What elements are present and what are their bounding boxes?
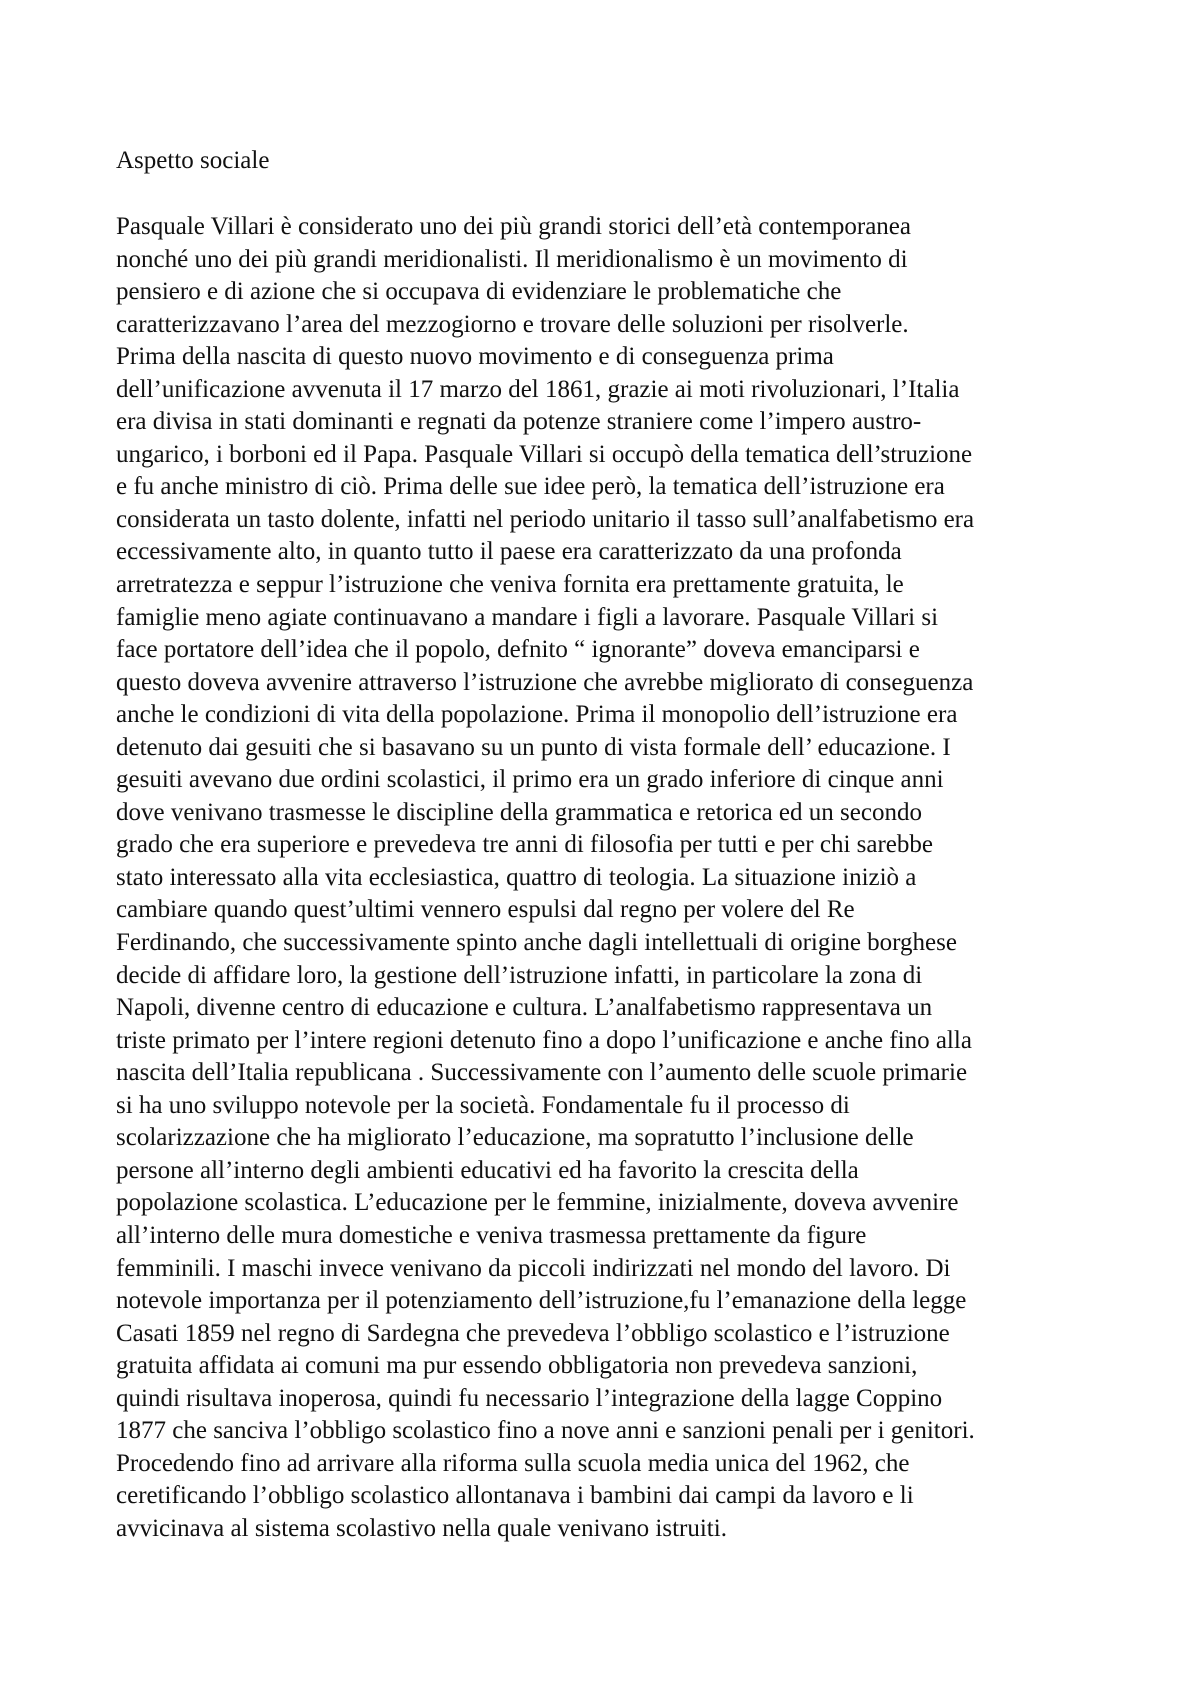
body-text-line: Prima della nascita di questo nuovo movimento e di conseguenza prima: [116, 343, 834, 371]
body-text-line: dell’unificazione avvenuta il 17 marzo del 1861, grazie ai moti rivoluzionari, l’Italia: [116, 375, 960, 403]
body-text-line: notevole importanza per il potenziamento dell’istruzione,fu l’emanazione della legge: [116, 1287, 967, 1315]
body-text-line: ungarico, i borboni ed il Papa. Pasquale Villari si occupò della tematica dell’struzione: [116, 440, 973, 468]
body-text-line: pensiero e di azione che si occupava di evidenziare le problematiche che: [116, 278, 842, 306]
body-text-line: 1877 che sanciva l’obbligo scolastico fino a nove anni e sanzioni penali per i genitori.: [116, 1417, 975, 1445]
body-text-line: popolazione scolastica. L’educazione per le femmine, inizialmente, doveva avvenire: [116, 1189, 959, 1217]
body-text-line: stato interessato alla vita ecclesiastica, quattro di teologia. La situazione iniziò a: [116, 863, 917, 891]
body-text-line: detenuto dai gesuiti che si basavano su un punto di vista formale dell’ educazione. I: [116, 733, 951, 761]
body-text-line: nonché uno dei più grandi meridionalisti. Il meridionalismo è un movimento di: [116, 245, 908, 273]
body-text-line: cambiare quando quest’ultimi vennero espulsi dal regno per volere del Re: [116, 896, 855, 924]
body-text-line: face portatore dell’idea che il popolo, defnito “ ignorante” doveva emanciparsi e: [116, 636, 920, 664]
body-text-line: Procedendo fino ad arrivare alla riforma sulla scuola media unica del 1962, che: [116, 1449, 910, 1477]
body-text-line: femminili. I maschi invece venivano da piccoli indirizzati nel mondo del lavoro. Di: [116, 1254, 951, 1282]
body-text-line: eccessivamente alto, in quanto tutto il paese era caratterizzato da una profonda: [116, 538, 902, 566]
body-text-line: arretratezza e seppur l’istruzione che veniva fornita era prettamente gratuita, le: [116, 571, 904, 599]
body-text-line: all’interno delle mura domestiche e veniva trasmessa prettamente da figure: [116, 1221, 867, 1249]
document-body: [116, 211, 1116, 1545]
body-text-line: Ferdinando, che successivamente spinto anche dagli intellettuali di origine borghese: [116, 929, 957, 957]
body-text-line: famiglie meno agiate continuavano a mandare i figli a lavorare. Pasquale Villari si: [116, 603, 939, 631]
body-text-line: ceretificando l’obbligo scolastico allontanava i bambini dai campi da lavoro e li: [116, 1482, 914, 1510]
body-text-line: Pasquale Villari è considerato uno dei più grandi storici dell’età contemporanea: [116, 213, 911, 240]
body-text-line: decide di affidare loro, la gestione dell’istruzione infatti, in particolare la zona di: [116, 961, 923, 989]
body-text-line: Napoli, divenne centro di educazione e cultura. L’analfabetismo rappresentava un: [116, 994, 933, 1022]
body-text-line: si ha uno sviluppo notevole per la società. Fondamentale fu il processo di: [116, 1091, 850, 1119]
body-text-line: caratterizzavano l’area del mezzogiorno e trovare delle soluzioni per risolverle.: [116, 310, 909, 338]
body-text-line: persone all’interno degli ambienti educativi ed ha favorito la crescita della: [116, 1156, 859, 1184]
body-text-line: dove venivano trasmesse le discipline della grammatica e retorica ed un secondo: [116, 798, 922, 826]
body-text-line: gesuiti avevano due ordini scolastici, il primo era un grado inferiore di cinque anni: [116, 766, 944, 794]
body-text-line: considerata un tasto dolente, infatti nel periodo unitario il tasso sull’analfabetismo era: [116, 505, 975, 533]
body-text-line: era divisa in stati dominanti e regnati da potenze straniere come l’impero austro-: [116, 408, 922, 436]
body-text-line: nascita dell’Italia republicana . Successivamente con l’aumento delle scuole primarie: [116, 1059, 968, 1087]
body-text-line: triste primato per l’intere regioni detenuto fino a dopo l’unificazione e anche fino alla: [116, 1026, 972, 1054]
body-text-line: Casati 1859 nel regno di Sardegna che prevedeva l’obbligo scolastico e l’istruzione: [116, 1319, 950, 1347]
body-text-line: e fu anche ministro di ciò. Prima delle sue idee però, la tematica dell’istruzione era: [116, 473, 945, 501]
body-text-line: anche le condizioni di vita della popolazione. Prima il monopolio dell’istruzione era: [116, 701, 958, 729]
body-text-line: grado che era superiore e prevedeva tre anni di filosofia per tutti e per chi sarebbe: [116, 831, 933, 859]
body-text-line: questo doveva avvenire attraverso l’istruzione che avrebbe migliorato di conseguenza: [116, 668, 974, 696]
body-text-line: quindi risultava inoperosa, quindi fu necessario l’integrazione della lagge Coppino: [116, 1384, 943, 1412]
document-title: Aspetto sociale: [116, 147, 270, 174]
body-text-line: gratuita affidata ai comuni ma pur essendo obbligatoria non prevedeva sanzioni,: [116, 1352, 918, 1380]
body-text-line: avvicinava al sistema scolastivo nella quale venivano istruiti.: [116, 1514, 727, 1542]
body-text-line: scolarizzazione che ha migliorato l’educazione, ma sopratutto l’inclusione delle: [116, 1124, 914, 1152]
